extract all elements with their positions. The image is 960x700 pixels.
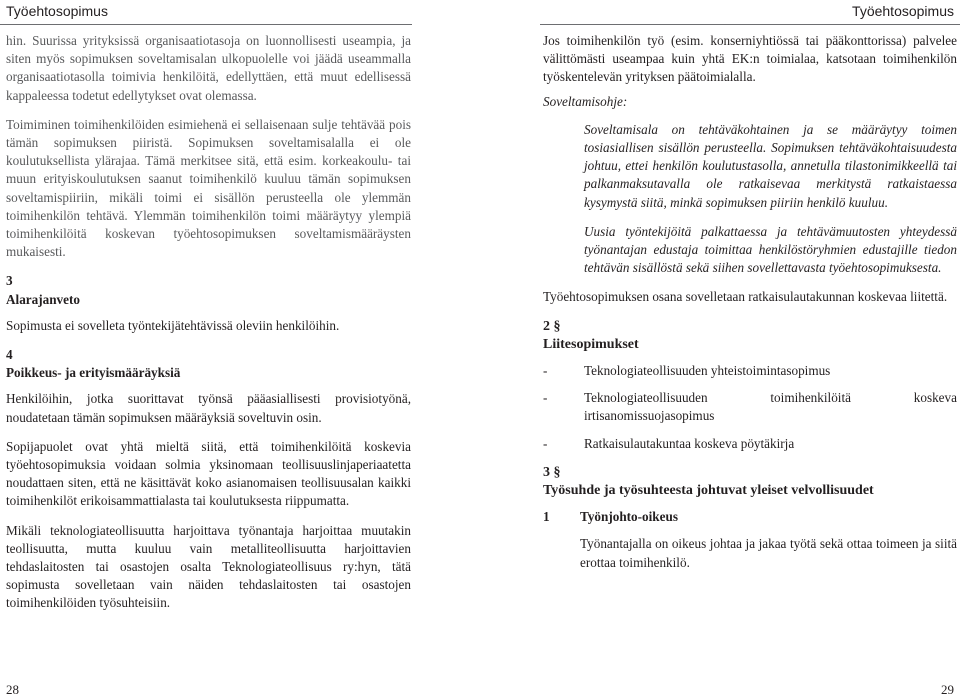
subsection-1-title: Työnjohto-oikeus xyxy=(580,509,678,525)
page-number-left: 28 xyxy=(6,682,19,697)
running-header-right: Työehtosopimus xyxy=(852,3,954,19)
list-dash: - xyxy=(543,363,548,379)
subsection-1-heading xyxy=(543,508,957,526)
list-item-text: Teknologiateollisuuden toimihenkilöitä koskeva irtisanomissuojasopimus xyxy=(584,390,957,424)
section-4-paragraph-1: Henkilöihin, jotka suorittavat työnsä pääasiallisesti provisiotyönä, noudatetaan tämän sopimuksen määräyksiä soveltuvin osin. xyxy=(6,391,411,425)
right-paragraph-1: Jos toimihenkilön työ (esim. konserniyhtiössä tai pääkonttorissa) palvelee välittömästi useampaa kuin yhtä EK:n toimialaa, katsotaan toimihenkilön työskentelevän yrityksen päätoimialalla. xyxy=(543,33,957,85)
section-2-title: Liitesopimukset xyxy=(543,336,639,352)
right-paragraph-2: Työehtosopimuksen osana sovelletaan ratkaisulautakunnan koskevaa liitettä. xyxy=(543,289,948,305)
left-paragraph-1: hin. Suurissa yrityksissä organisaatiotasoja on luonnollisesti useampia, ja siten myös sopimuksen soveltamisalan ulkopuolelle voi jäädä useammalla organisaatiotasolla toimivia henkilöitä, edellyttäen, että muut edellisessä kappaleessa todetut edellytykset ovat olemassa. xyxy=(6,33,411,103)
left-column xyxy=(6,32,411,624)
section-3-text: Sopimusta ei sovelleta työntekijätehtävissä oleviin henkilöihin. xyxy=(6,317,340,333)
section-4-number: 4 xyxy=(6,347,13,363)
section-4-title: Poikkeus- ja erityismääräyksiä xyxy=(6,365,181,381)
soveltamisohje-paragraph-2: Uusia työntekijöitä palkattaessa ja tehtävämuutosten yhteydessä työnantajan edustaja toimittaa henkilöstöryhmien edustajille tiedon tehtävän sisällöstä sekä siihen sovellettavasta työehtosopimuksesta. xyxy=(584,223,957,276)
section-4-paragraph-2: Sopijapuolet ovat yhtä mieltä siitä, että toimihenkilöitä koskevia työehtosopimuksia voidaan solmia yksinomaan teollisuuslinjaperiaatetta noudattaen siten, että ne käsittävät koko asianomaisen teollisuusalan kaikki toimihenkilöt erikoisammattialasta tai koulutuksesta riippumatta. xyxy=(6,438,411,509)
section-3-paragraph-title: Työsuhde ja työsuhteesta johtuvat yleiset velvollisuudet xyxy=(543,483,874,499)
subsection-1-number: 1 xyxy=(543,509,550,525)
running-header-left: Työehtosopimus xyxy=(6,3,108,19)
list-item xyxy=(543,389,957,425)
soveltamisohje-label: Soveltamisohje: xyxy=(543,93,628,109)
section-3-paragraph-number: 3 § xyxy=(543,464,561,480)
header-rule-right xyxy=(540,24,960,25)
soveltamisohje-paragraph-1: Soveltamisala on tehtäväkohtainen ja se määräytyy toimen tosiasiallisen sisällön perusteella. Sopimuksen tehtäväkohtaisuudesta johtuu, ettei henkilön koulutustasolla, annetulla tilastonimikkeellä tai palkanmaksutavalla ole ratkaisevaa merkitystä ratkaistaessa kysymystä siitä, minkä sopimuksen piiriin henkilö kuuluu. xyxy=(584,121,957,210)
section-3-number: 3 xyxy=(6,273,13,289)
list-item-text: Teknologiateollisuuden yhteistoimintasopimus xyxy=(584,363,831,379)
subsection-1-text: Työnantajalla on oikeus johtaa ja jakaa työtä sekä ottaa toimeen ja siitä erottaa toimihenkilö. xyxy=(580,536,957,570)
header-rule-left xyxy=(0,24,412,25)
list-dash: - xyxy=(543,435,548,451)
left-paragraph-2: Toimiminen toimihenkilöiden esimiehenä ei sellaisenaan sulje tehtävää pois tämän sopimuksen piiristä. Sopimuksen soveltamisalalla ei ole koulutuksellista ylärajaa. Tämä merkitsee sitä, että esim. korkeakoulu- tai muun erityiskoulutuksen saanut toimihenkilö kuuluu tämän sopimuksen soveltamispiiriin, mikäli toimi ei sisällön perusteella ole ylemmän toimihenkilön tehtävä. Ylemmän toimihenkilön toimi määräytyy ylempiä toimihenkilöitä koskevan työehtosopimuksen soveltamismääräysten mukaisesti. xyxy=(6,116,411,260)
section-2-number: 2 § xyxy=(543,318,561,334)
list-item-text: Ratkaisulautakuntaa koskeva pöytäkirja xyxy=(584,435,795,451)
list-dash: - xyxy=(543,390,548,406)
section-3-title: Alarajanveto xyxy=(6,291,80,307)
right-column xyxy=(543,32,957,572)
list-item xyxy=(543,362,957,380)
section-4-paragraph-3: Mikäli teknologiateollisuutta harjoittava työnantaja harjoittaa muutakin teollisuutta, mutta kuuluu vain metalliteollisuutta harjoittavien tehdaslaitosten tai osastojen osalta Teknologiateollisuus ry:hyn, tätä sopimusta sovelletaan vain näiden tehdaslaitosten tai osastojen toimihenkilöiden työsuhteisiin. xyxy=(6,522,411,611)
page-number-right: 29 xyxy=(941,682,954,697)
list-item xyxy=(543,435,957,453)
